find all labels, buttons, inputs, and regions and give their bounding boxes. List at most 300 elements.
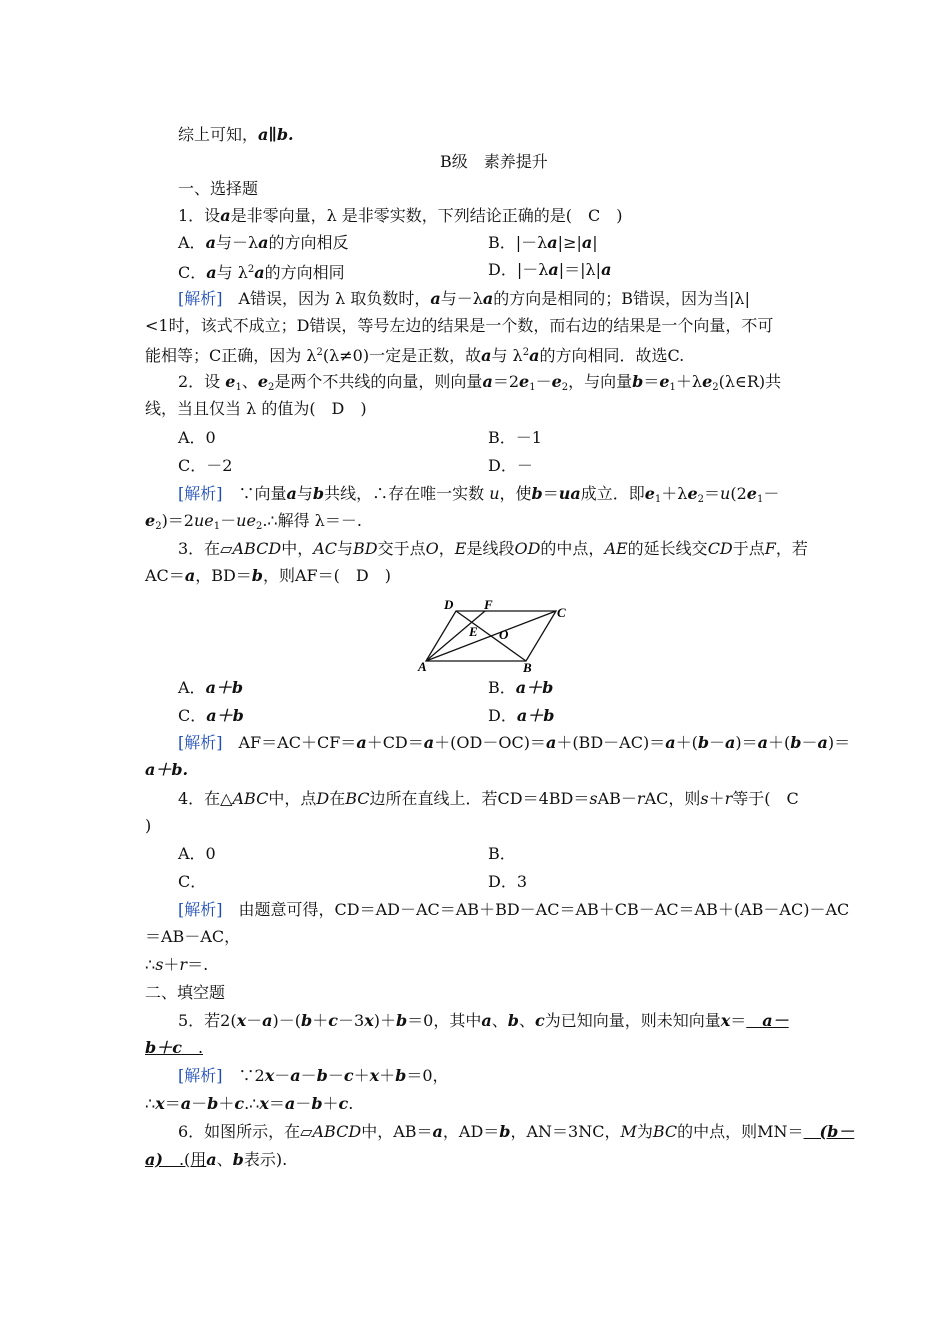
- text: 与－λ: [215, 233, 259, 252]
- text: 综上可知，: [178, 125, 259, 144]
- question-5-line-2: [145, 1037, 203, 1059]
- math: e: [702, 372, 713, 391]
- label-e: E: [469, 624, 478, 639]
- option-c: [178, 455, 232, 477]
- subscript: 2: [255, 521, 263, 532]
- text: ，BD＝: [195, 566, 252, 585]
- option-d: [488, 455, 533, 477]
- text: <1时，该式不成立；D错误，等号左边的结果是一个数，而右边的结果是一个向量，不可: [145, 316, 774, 335]
- option-a: [178, 677, 243, 699]
- subscript: 1: [213, 521, 221, 532]
- text: C．: [178, 872, 207, 891]
- text: ∴: [145, 955, 156, 974]
- label-d: D: [444, 598, 454, 612]
- math: a＋b: [515, 678, 554, 697]
- text: 能相等；C正确，因为 λ: [145, 346, 317, 365]
- question-5-line-1: [178, 1010, 789, 1032]
- text: 的方向相同: [264, 263, 345, 282]
- math: a: [286, 484, 297, 503]
- text: ，: [438, 539, 455, 558]
- question-1: [178, 205, 623, 227]
- math: e: [687, 484, 698, 503]
- diagonal-bd: [456, 611, 526, 661]
- math: a: [665, 733, 676, 752]
- text: A．0: [178, 428, 216, 447]
- text: 、: [491, 1011, 508, 1030]
- math: b: [251, 566, 263, 585]
- text: 由题意可得，CD＝AD－AC＝AB＋BD－AC＝AB＋CB－AC＝AB＋(AB－AC)－AC: [222, 900, 850, 919]
- answer-blank: b＋c: [145, 1038, 182, 1057]
- text: 4．在△: [178, 789, 233, 808]
- math: x: [155, 1094, 165, 1113]
- text: (λ∈R)共: [718, 372, 782, 391]
- text: 于点: [732, 539, 765, 558]
- title-text: B级 素养提升: [440, 152, 548, 171]
- text: ，若: [775, 539, 808, 558]
- math: ue: [236, 511, 256, 530]
- math: a: [548, 260, 559, 279]
- text: B．: [488, 678, 516, 697]
- math: a: [262, 1011, 273, 1030]
- text: －: [220, 511, 237, 530]
- text: 的方向是相同的；B错误，因为当|λ|: [493, 289, 750, 308]
- text: 5．若2(: [178, 1011, 237, 1030]
- math: ABCD: [232, 539, 282, 558]
- math: a: [290, 1066, 301, 1085]
- math: b: [507, 1011, 519, 1030]
- option-b: [488, 427, 542, 449]
- text: 共线，∴存在唯一实数: [324, 484, 490, 503]
- subscript: 2: [561, 382, 569, 393]
- subscript: 2: [268, 382, 275, 393]
- math: e: [145, 511, 156, 530]
- label-a: A: [418, 659, 427, 674]
- math: ABC: [232, 789, 269, 808]
- analysis-3-line-2: [145, 759, 188, 781]
- text: |≥|: [557, 233, 582, 252]
- math: s: [700, 789, 709, 808]
- math: r: [179, 955, 188, 974]
- text: ＋: [218, 1094, 235, 1113]
- subscript: 1: [654, 494, 662, 505]
- parallelogram-figure: [410, 598, 570, 674]
- math: b: [316, 1066, 328, 1085]
- text: ＝0，其中: [407, 1011, 482, 1030]
- math: x: [259, 1094, 269, 1113]
- text: 的方向相同．故选C.: [539, 346, 685, 365]
- analysis-3-line-1: [178, 732, 850, 754]
- analysis-tag: [解析]: [178, 289, 223, 308]
- math: r: [636, 789, 645, 808]
- math: c: [534, 1011, 545, 1030]
- text: 6．如图所示，在▱: [178, 1122, 313, 1141]
- text: －: [295, 1094, 312, 1113]
- math: ue: [194, 511, 214, 530]
- analysis-tag: [解析]: [178, 733, 223, 752]
- text: D．: [488, 706, 517, 725]
- math: E: [454, 539, 467, 558]
- math: b: [632, 372, 644, 391]
- text: AC，则: [644, 789, 701, 808]
- question-2-line-1: [178, 371, 781, 399]
- text: B．|－λ: [488, 233, 548, 252]
- math: a: [529, 346, 540, 365]
- text: 中，AB＝: [361, 1122, 433, 1141]
- text: ＋λ: [675, 372, 703, 391]
- text: 是非零向量，λ 是非零实数，下列结论正确的是( C ): [230, 206, 623, 225]
- math: a: [725, 733, 736, 752]
- math: b: [790, 733, 802, 752]
- text: 在: [329, 789, 346, 808]
- math: a＋b: [516, 706, 555, 725]
- text: .(用: [162, 1150, 207, 1169]
- text: ＝: [643, 372, 660, 391]
- text: －: [535, 372, 552, 391]
- text: －3: [338, 1011, 365, 1030]
- math: e: [659, 372, 670, 391]
- math: b: [312, 484, 325, 503]
- text: A错误，因为 λ 取负数时，: [222, 289, 431, 308]
- math: e: [551, 372, 562, 391]
- math: O: [425, 539, 439, 558]
- math: s: [155, 955, 164, 974]
- math: ua: [558, 484, 581, 503]
- option-c: [178, 705, 244, 727]
- math: a: [430, 289, 441, 308]
- question-4-line-2: [145, 815, 151, 837]
- text: 1．设: [178, 206, 221, 225]
- option-d: [488, 871, 527, 893]
- text: 中，: [281, 539, 314, 558]
- text: ＝2: [492, 372, 519, 391]
- text: ＝0，: [406, 1066, 449, 1085]
- text: ＋(OD－OC)＝: [434, 733, 546, 752]
- math: M: [620, 1122, 637, 1141]
- subscript: 1: [669, 382, 676, 393]
- section-heading: [145, 982, 225, 1004]
- analysis-1-line-2: [145, 315, 773, 337]
- text: ，则AF＝( D ): [262, 566, 391, 585]
- text: ＝: [704, 484, 721, 503]
- math: a: [817, 733, 828, 752]
- subscript: 2: [155, 521, 162, 532]
- section-title: [440, 151, 548, 173]
- math: D: [316, 789, 330, 808]
- text: 与: [337, 539, 354, 558]
- text: ＋: [708, 789, 725, 808]
- math: a: [206, 1150, 217, 1169]
- option-a: [178, 232, 348, 254]
- subscript: 2: [712, 382, 719, 393]
- subscript: 2: [697, 494, 705, 505]
- text: )＝: [827, 733, 851, 752]
- text: 、: [241, 372, 258, 391]
- answer-blank: a): [145, 1150, 163, 1169]
- math: a＋b.: [145, 760, 189, 779]
- heading-text: 二、填空题: [145, 983, 226, 1002]
- math: c: [338, 1094, 349, 1113]
- option-b: [488, 677, 553, 699]
- text: 是线段: [466, 539, 515, 558]
- math: AE: [604, 539, 628, 558]
- analysis-4-line-3: [145, 954, 208, 976]
- math: a: [423, 733, 435, 752]
- analysis-5-line-2: [145, 1093, 353, 1115]
- math: AC: [313, 539, 337, 558]
- math: a: [184, 566, 196, 585]
- text: |: [592, 233, 598, 252]
- math: a: [581, 233, 593, 252]
- text: －: [327, 1066, 344, 1085]
- text: .∴解得 λ＝－.: [262, 511, 362, 530]
- text: ＋: [163, 955, 180, 974]
- math: r: [724, 789, 733, 808]
- question-6-line-1: [178, 1121, 854, 1143]
- label-o: O: [499, 627, 509, 642]
- option-c: [178, 259, 345, 284]
- math: a: [481, 1011, 492, 1030]
- text: 与 λ: [491, 346, 523, 365]
- text: C．－2: [178, 456, 233, 475]
- math: x: [720, 1011, 731, 1030]
- text: 、: [216, 1150, 233, 1169]
- text: 2．设: [178, 372, 226, 391]
- math: b: [311, 1094, 323, 1113]
- text: ＋(BD－AC)＝: [556, 733, 666, 752]
- math: x: [364, 1011, 374, 1030]
- math: b: [301, 1011, 313, 1030]
- math: b: [531, 484, 543, 503]
- text: 的中点，: [540, 539, 605, 558]
- text: |＝|λ|: [558, 260, 602, 279]
- text: D．3: [488, 872, 528, 891]
- analysis-tag: [解析]: [178, 484, 223, 503]
- math: a: [482, 372, 493, 391]
- math: c: [234, 1094, 245, 1113]
- text: ＋λ: [661, 484, 688, 503]
- math: e: [519, 372, 530, 391]
- text: 的中点，则MN＝: [677, 1122, 804, 1141]
- math: BC: [652, 1122, 678, 1141]
- math: s: [589, 789, 598, 808]
- text: A．0: [178, 844, 216, 863]
- text: ＋CD＝: [366, 733, 424, 752]
- math: u: [489, 484, 500, 503]
- math: OD: [514, 539, 541, 558]
- text: .: [181, 1038, 204, 1057]
- math: F: [764, 539, 776, 558]
- text: 为已知向量，则未知向量: [544, 1011, 721, 1030]
- text: 交于点: [377, 539, 426, 558]
- text: ): [145, 816, 152, 835]
- text: －: [300, 1066, 317, 1085]
- superscript: 2: [247, 264, 255, 275]
- text: C．: [178, 263, 207, 282]
- math: e: [746, 484, 757, 503]
- text: 成立．即: [580, 484, 645, 503]
- question-3-line-2: [145, 565, 391, 587]
- analysis-tag: [解析]: [178, 900, 223, 919]
- subscript: 1: [529, 382, 536, 393]
- math: a: [180, 1094, 192, 1113]
- text: )－(: [272, 1011, 302, 1030]
- math: x: [236, 1011, 247, 1030]
- math: a: [601, 260, 612, 279]
- math: b: [232, 1150, 244, 1169]
- option-b: [488, 232, 598, 254]
- math: a＋b: [206, 706, 244, 725]
- answer-blank: a－: [746, 1011, 789, 1030]
- math: a: [757, 733, 769, 752]
- text: AC＝: [145, 566, 185, 585]
- text: )＋: [373, 1011, 396, 1030]
- math: a: [254, 263, 265, 282]
- math: a: [547, 233, 558, 252]
- text: 、: [518, 1011, 535, 1030]
- label-c: C: [557, 605, 566, 620]
- subscript: 1: [756, 494, 764, 505]
- superscript: 2: [522, 347, 530, 358]
- math: e: [644, 484, 655, 503]
- text: －: [709, 733, 726, 752]
- text: ∵2: [222, 1066, 265, 1085]
- math: a: [284, 1094, 296, 1113]
- option-c: [178, 871, 206, 893]
- math: x: [369, 1066, 380, 1085]
- option-d: [488, 259, 611, 281]
- text: )＝2: [161, 511, 194, 530]
- option-d: [488, 705, 554, 727]
- math: c: [343, 1066, 354, 1085]
- math: a: [482, 289, 494, 308]
- answer-blank: (b－: [803, 1122, 855, 1141]
- text: B．: [488, 844, 516, 863]
- math: CD: [707, 539, 733, 558]
- question-6-line-2: [145, 1149, 287, 1171]
- text: 表示).: [243, 1150, 288, 1169]
- math: BC: [345, 789, 370, 808]
- math: a: [220, 206, 231, 225]
- math: b: [207, 1094, 219, 1113]
- text: ＋: [312, 1011, 329, 1030]
- analysis-2-line-2: [145, 510, 362, 538]
- question-2-line-2: [145, 398, 367, 420]
- text: ＋: [322, 1094, 339, 1113]
- text: 中，点: [268, 789, 317, 808]
- text: 的方向相反: [268, 233, 349, 252]
- text: 的延长线交: [627, 539, 708, 558]
- text: ，使: [499, 484, 532, 503]
- text: ＝: [268, 1094, 285, 1113]
- question-3-line-1: [178, 538, 808, 560]
- text: A．: [178, 678, 206, 697]
- text: ＋(: [675, 733, 698, 752]
- text-line: [178, 124, 294, 146]
- math: BD: [353, 539, 378, 558]
- math: e: [257, 372, 269, 391]
- text: )＝: [735, 733, 758, 752]
- text: ＋(: [768, 733, 791, 752]
- text: 线，当且仅当 λ 的值为( D ): [145, 399, 367, 418]
- text: ＋: [379, 1066, 396, 1085]
- math: e: [225, 372, 236, 391]
- analysis-tag: [解析]: [178, 1066, 223, 1085]
- math: u: [720, 484, 731, 503]
- label-f: F: [484, 598, 493, 612]
- math: c: [328, 1011, 338, 1030]
- analysis-4-line-1: [178, 899, 849, 921]
- math: a∥b.: [258, 125, 294, 144]
- heading-text: 一、选择题: [178, 179, 259, 198]
- text: ＋: [353, 1066, 370, 1085]
- math: a＋b: [205, 678, 244, 697]
- text: .∴: [244, 1094, 260, 1113]
- text: ，AD＝: [442, 1122, 500, 1141]
- text: B．－1: [488, 428, 542, 447]
- math: ABCD: [312, 1122, 362, 1141]
- math: b: [499, 1122, 511, 1141]
- text: ＝AB－AC，: [145, 927, 241, 946]
- math: b: [395, 1011, 408, 1030]
- text: ，AN＝3NC，: [510, 1122, 621, 1141]
- text: －: [763, 484, 780, 503]
- math: a: [356, 733, 367, 752]
- option-b: [488, 843, 516, 865]
- math: a: [258, 233, 269, 252]
- math: a: [205, 233, 216, 252]
- label-b: B: [523, 660, 532, 674]
- text: D．|－λ: [488, 260, 549, 279]
- analysis-5-line-1: [178, 1065, 449, 1087]
- analysis-1-line-1: [178, 288, 750, 310]
- text: ＝: [164, 1094, 181, 1113]
- option-a: [178, 427, 216, 449]
- text: (λ≠0)一定是正数，故: [322, 346, 482, 365]
- text: ＝.: [187, 955, 209, 974]
- text: －: [191, 1094, 208, 1113]
- text: 等于( C: [732, 789, 799, 808]
- text: 为: [636, 1122, 653, 1141]
- text: AB－: [597, 789, 637, 808]
- text: ∵向量: [222, 484, 287, 503]
- text: －: [801, 733, 818, 752]
- text: 是两个不共线的向量，则向量: [274, 372, 483, 391]
- text: 边所在直线上．若CD＝4BD＝: [369, 789, 590, 808]
- text: AF＝AC＋CF＝: [222, 733, 357, 752]
- analysis-1-line-3: [145, 342, 684, 367]
- math: a: [206, 263, 217, 282]
- math: a: [432, 1122, 443, 1141]
- text: ＝: [542, 484, 559, 503]
- math: a: [545, 733, 557, 752]
- analysis-4-line-2: [145, 926, 240, 948]
- text: －: [246, 1011, 263, 1030]
- text: －: [274, 1066, 291, 1085]
- text: A．: [178, 233, 206, 252]
- text: 与: [296, 484, 313, 503]
- math: x: [264, 1066, 275, 1085]
- text: ＝: [730, 1011, 747, 1030]
- text: C．: [178, 706, 207, 725]
- math: b: [697, 733, 709, 752]
- text: 与 λ: [216, 263, 248, 282]
- section-heading: [178, 178, 258, 200]
- text: ∴: [145, 1094, 156, 1113]
- math: a: [481, 346, 492, 365]
- question-4-line-1: [178, 788, 799, 810]
- text: ，与向量: [568, 372, 633, 391]
- text: .: [348, 1094, 354, 1113]
